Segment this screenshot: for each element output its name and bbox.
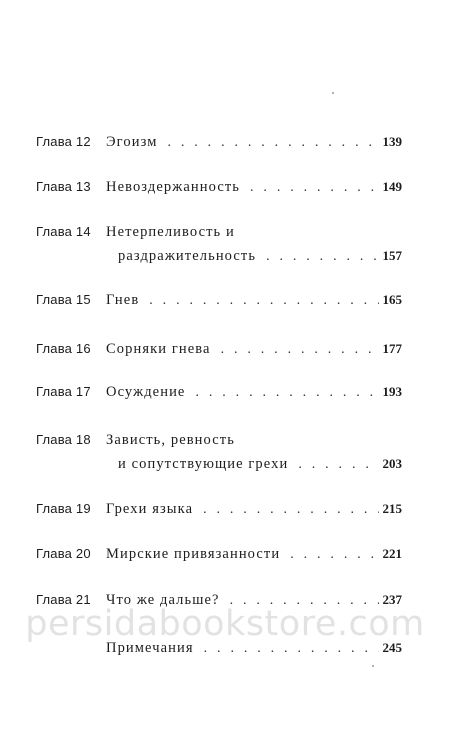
page-number: 177 — [382, 341, 402, 356]
dot-leader — [195, 386, 378, 400]
chapter-label: Глава 16 — [36, 341, 91, 356]
toc-entry-12 — [36, 134, 402, 154]
chapter-label: Глава 19 — [36, 501, 91, 516]
dot-leader — [290, 548, 378, 562]
page-number: 157 — [382, 248, 402, 263]
dot-leader — [298, 458, 378, 472]
chapter-title-continuation: и сопутствующие грехи — [118, 456, 289, 472]
dot-leader — [203, 503, 378, 517]
chapter-label: Глава 18 — [36, 432, 91, 447]
page-number: 221 — [382, 546, 402, 561]
chapter-title: Что же дальше? — [106, 592, 220, 608]
page-number: 193 — [382, 384, 402, 399]
toc-entry-19 — [36, 501, 402, 521]
toc-entry-18-cont — [36, 456, 402, 476]
page-number: 149 — [382, 179, 402, 194]
paper-speck — [372, 665, 374, 667]
chapter-title: Невоздержанность — [106, 179, 241, 195]
toc-entry-13 — [36, 179, 402, 199]
notes-title: Примечания — [106, 640, 194, 656]
toc-entry-notes — [36, 640, 402, 660]
dot-leader — [204, 642, 379, 656]
chapter-label: Глава 13 — [36, 179, 91, 194]
chapter-title: Осуждение — [106, 384, 186, 400]
toc-entry-15 — [36, 292, 402, 312]
page-number: 203 — [382, 456, 402, 471]
dot-leader — [221, 343, 379, 357]
page-number: 165 — [382, 292, 402, 307]
page-number: 237 — [382, 592, 402, 607]
chapter-title: Грехи языка — [106, 501, 194, 517]
chapter-label: Глава 20 — [36, 546, 91, 561]
paper-speck — [332, 92, 334, 94]
toc-entry-16 — [36, 341, 402, 361]
toc-entry-14-cont — [36, 248, 402, 268]
page-number: 139 — [382, 134, 402, 149]
dot-leader — [250, 181, 378, 195]
page-number: 215 — [382, 501, 402, 516]
chapter-label: Глава 14 — [36, 224, 91, 239]
chapter-title-continuation: раздражительность — [118, 248, 257, 264]
chapter-title: Эгоизм — [106, 134, 158, 150]
dot-leader — [230, 594, 379, 608]
toc-entry-14 — [36, 224, 402, 244]
chapter-title: Сорняки гнева — [106, 341, 211, 357]
chapter-label: Глава 12 — [36, 134, 91, 149]
chapter-label: Глава 21 — [36, 592, 91, 607]
page-number: 245 — [382, 640, 402, 655]
dot-leader — [167, 136, 378, 150]
toc-entry-21 — [36, 592, 402, 612]
chapter-title: Зависть, ревность — [106, 432, 235, 448]
watermark: persidabookstore.com — [25, 604, 425, 644]
toc-entry-18 — [36, 432, 402, 452]
chapter-title: Гнев — [106, 292, 140, 308]
chapter-label: Глава 17 — [36, 384, 91, 399]
toc-entry-17 — [36, 384, 402, 404]
dot-leader — [266, 250, 378, 264]
chapter-title: Нетерпеливость и — [106, 224, 235, 240]
toc-entry-20 — [36, 546, 402, 566]
chapter-title: Мирские привязанности — [106, 546, 281, 562]
dot-leader — [149, 294, 378, 308]
chapter-label: Глава 15 — [36, 292, 91, 307]
